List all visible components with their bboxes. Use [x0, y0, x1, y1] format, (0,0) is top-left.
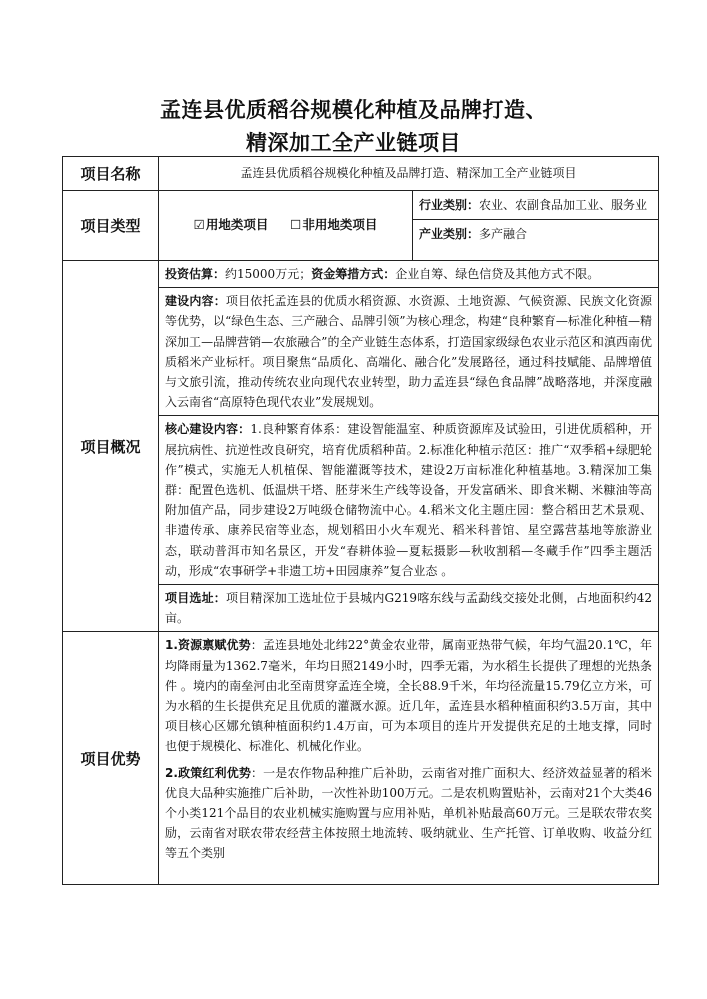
unchecked-box-icon: ☐ — [290, 217, 302, 233]
document-title-line2: 精深加工全产业链项目 — [246, 130, 461, 155]
project-table — [62, 156, 659, 885]
advantage-resource-block — [159, 632, 658, 759]
option-non-land-use-label: 非用地类项目 — [302, 217, 378, 233]
industry-category-value: 农业、农副食品加工业、服务业 — [479, 198, 648, 212]
investment-label: 投资估算： — [165, 267, 226, 281]
row-project-overview — [63, 261, 659, 632]
label-project-advantages: 项目优势 — [63, 632, 159, 884]
investment-value: 约15000万元； — [225, 267, 312, 281]
industry-category-label: 行业类别： — [419, 198, 480, 212]
label-project-type: 项目类型 — [63, 191, 159, 261]
label-project-name: 项目名称 — [63, 157, 159, 191]
label-project-overview: 项目概况 — [63, 261, 159, 632]
option-land-use-label: 用地类项目 — [205, 217, 269, 233]
project-name-value: 孟连县优质稻谷规模化种植及品牌打造、精深加工全产业链项目 — [240, 166, 577, 181]
funding-value: 企业自筹、绿色信贷及其他方式不限。 — [395, 267, 600, 281]
construction-block — [159, 288, 658, 416]
row-project-advantages — [63, 632, 659, 884]
advantage-policy-block — [159, 760, 658, 884]
checkbox-non-land-use[interactable] — [290, 217, 377, 232]
core-construction-block — [159, 416, 658, 585]
site-label: 项目选址： — [165, 591, 226, 606]
advantage-resource-label: 1.资源禀赋优势 — [165, 638, 251, 653]
site-value: 项目精深加工选址位于县城内G219喀东线与孟勐线交接处北侧，占地面积约42亩。 — [165, 591, 653, 626]
advantage-policy-label: 2.政策红利优势 — [165, 765, 251, 780]
document-title-line1: 孟连县优质稻谷规模化种植及品牌打造、 — [160, 97, 547, 122]
industry-class-value: 多产融合 — [479, 227, 528, 242]
funding-label: 资金筹措方式： — [311, 267, 396, 281]
checkbox-land-use[interactable] — [194, 217, 269, 232]
checked-box-icon: ☑ — [193, 217, 205, 233]
industry-class — [413, 220, 658, 247]
advantage-policy-value: ：一是农作物品种推广后补助，云南省对推广面积大、经济效益显著的稻米优良大品种实施推广后补助，一次性补助100万元。二是农机购置贴补，云南对21个大类46个小类121个品目的农业机械实施购置与应用补贴，单机补贴最高60万元。三是联农带农奖励，云南省对联农带农经营主体按照土地流转、吸纳就业、生产托管、订单收购、收益分红等五个类别 — [165, 765, 653, 861]
construction-label: 建设内容： — [165, 294, 226, 309]
core-construction-label: 核心建设内容： — [165, 422, 251, 437]
construction-value: 项目依托孟连县的优质水稻资源、水资源、土地资源、气候资源、民族文化资源等优势，以“绿色生态、三产融合、品牌引领”为核心理念，构建“良种繁育—标准化种植—精深加工—品牌营销—农旅融合”的全产业链生态体系，打造国家级绿色农业示范区和滇西南优质稻米产业标杆。项目聚焦“品质化、高端化、融合化”发展路径，通过科技赋能、品牌增值与文旅引流，推动传统农业向现代农业转型，助力孟连县“绿色食品牌”战略落地，并深度融入云南省“高原特色现代农业”发展规划。 — [165, 294, 653, 410]
project-type-options — [159, 212, 412, 238]
industry-class-label: 产业类别： — [419, 227, 480, 242]
advantage-resource-value: ：孟连县地处北纬22°黄金农业带，属南亚热带气候，年均气温20.1℃，年均降雨量为1362.7毫米，年均日照2149小时，四季无霜，为水稻生长提供了理想的光热条件 。境内的南垒河由北至南贯穿孟连全境，全长88.9千米，年均径流量15.79亿立方米，可为水稻的生长提供充足且优质的灌溉水源。近几年，孟连县水稻种植面积约3.5万亩，其中项目核心区娜允镇种植面积约1.4万亩，可为本项目的连片开发提供充足的土地支撑，同时也便于规模化、标准化、机械化作业。 — [165, 638, 653, 754]
industry-category — [413, 191, 658, 220]
row-project-name — [63, 157, 659, 191]
row-project-type — [63, 191, 659, 261]
investment-block — [159, 261, 658, 288]
core-construction-value: 1.良种繁育体系：建设智能温室、种质资源库及试验田，引进优质稻种，开展抗病性、抗逆性改良研究，培育优质稻种苗。2.标准化种植示范区：推广“双季稻+绿肥轮作”模式，实施无人机植保、智能灌溉等技术，建设2万亩标准化种植基地。3.精深加工集群：配置色选机、低温烘干塔、胚芽米生产线等设备，开发富硒米、即食米糊、米糠油等高附加值产品，同步建设2万吨级仓储物流中心。4.稻米文化主题庄园：整合稻田艺术景观、非遗传承、康养民宿等业态，规划稻田小火车观光、稻米科普馆、星空露营基地等旅游业态，联动普洱市知名景区，开发“春耕体验—夏耘摄影—秋收割稻—冬藏手作”四季主题活动，形成“农事研学+非遗工坊+田园康养”复合业态 。 — [165, 422, 653, 578]
site-block — [159, 585, 658, 631]
